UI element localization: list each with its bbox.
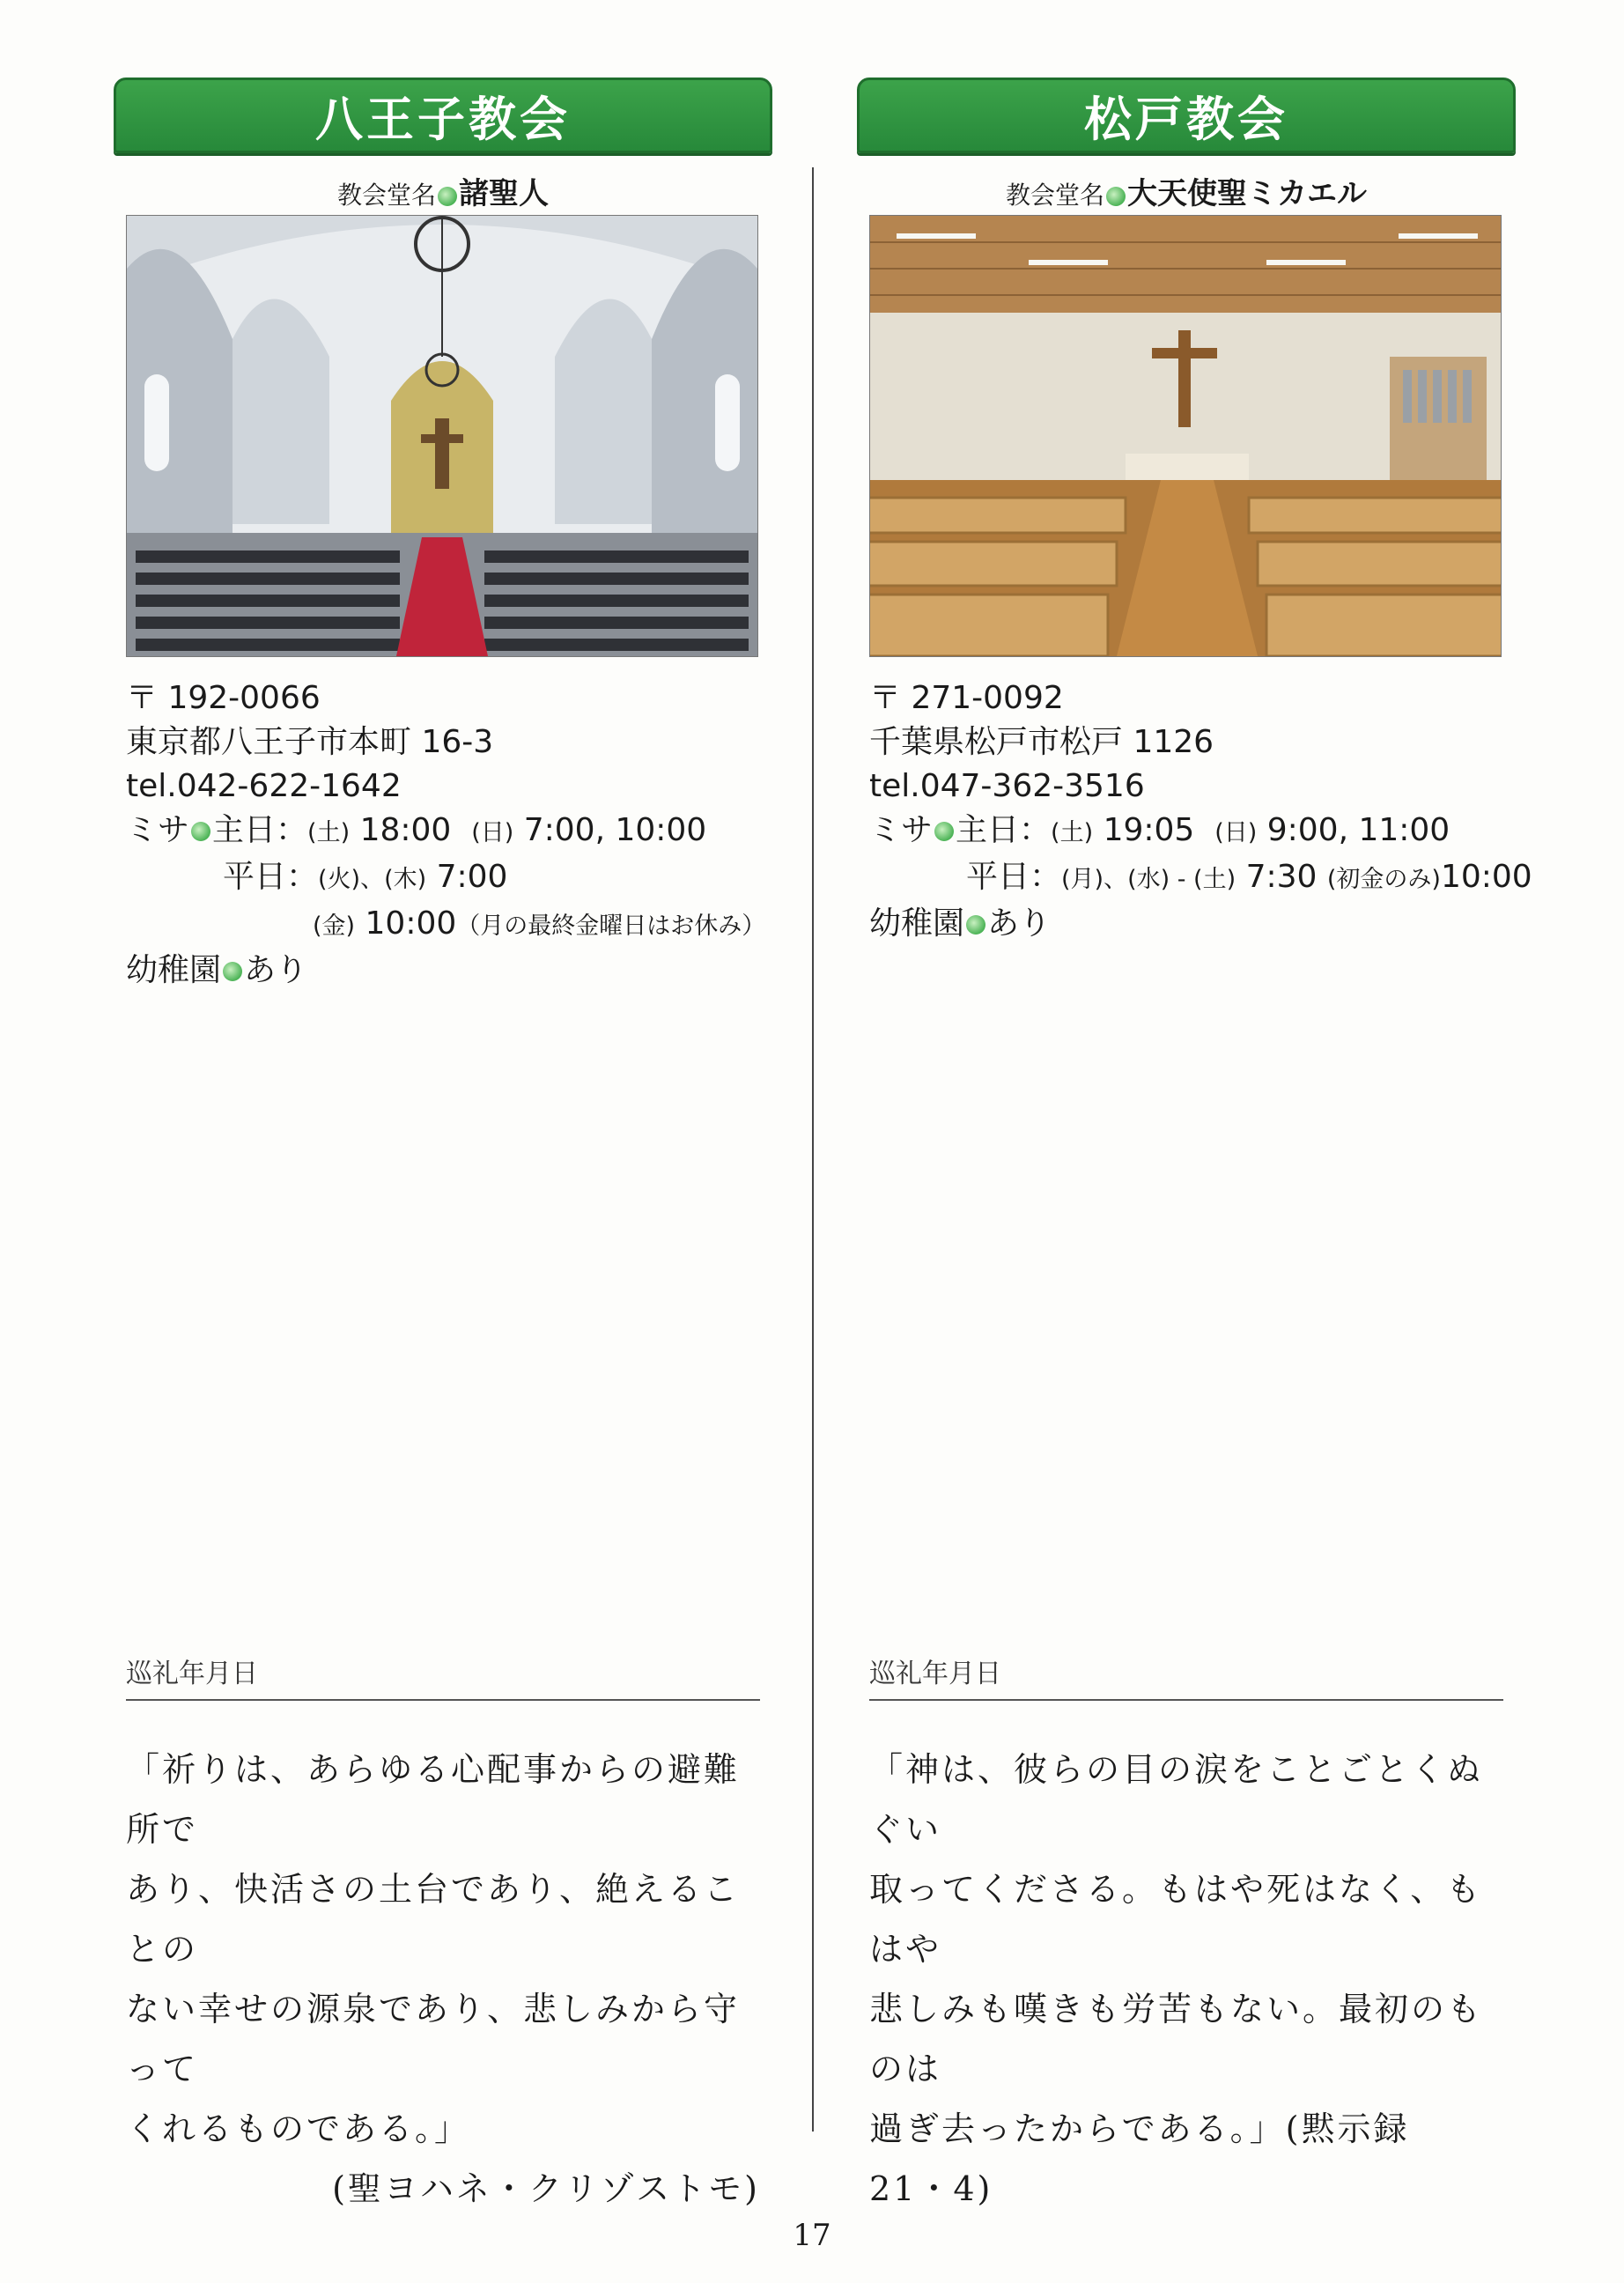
pilgrimage-date-label: 巡礼年月日 xyxy=(126,1659,258,1689)
saturday-time: 19:05 xyxy=(1103,812,1195,848)
church-name-line xyxy=(126,169,760,211)
bullet-icon xyxy=(191,822,210,841)
mass-sunday xyxy=(869,809,1503,855)
quote-line: くれるものである。」 xyxy=(126,2109,471,2148)
kindergarten xyxy=(126,949,760,993)
weekday-time: 7:30 xyxy=(1245,859,1318,895)
bullet-icon xyxy=(1106,187,1126,206)
pilgrimage-date-field xyxy=(869,1651,1503,1701)
weekday-label: 平日： xyxy=(223,859,319,895)
day-sunday: (日) xyxy=(1214,819,1258,846)
address: 東京都八王子市本町 16-3 xyxy=(126,724,494,760)
mass-weekday xyxy=(126,855,760,902)
church-title-banner xyxy=(857,78,1516,153)
kindergarten-label: 幼稚園 xyxy=(126,952,222,988)
church-interior-photo xyxy=(126,215,758,657)
quote-line: 取ってくださる。もはや死はなく、もはや xyxy=(869,1870,1483,1969)
saturday-time: 18:00 xyxy=(359,812,452,848)
church-name-line xyxy=(869,169,1503,211)
church-interior-photo xyxy=(869,215,1502,657)
quote-line: ない幸せの源泉であり、悲しみから守って xyxy=(126,1990,741,2088)
church-info xyxy=(126,676,766,993)
bullet-icon xyxy=(438,187,457,206)
quote-author: (聖ヨハネ・クリゾストモ) xyxy=(332,2169,760,2208)
day-sunday: (日) xyxy=(471,819,514,846)
church-name: 大天使聖ミカエル xyxy=(1127,176,1367,211)
sunday-time: 7:00, 10:00 xyxy=(523,812,707,848)
kindergarten-value: あり xyxy=(987,905,1052,942)
quote-line: 「神は、彼らの目の涙をことごとくぬぐい xyxy=(869,1750,1484,1849)
mass-label: ミサ xyxy=(869,812,934,848)
sunday-time: 9:00, 11:00 xyxy=(1266,812,1451,848)
quote-block xyxy=(869,1740,1503,2219)
kindergarten-label: 幼稚園 xyxy=(869,905,965,942)
kindergarten xyxy=(869,902,1503,946)
address: 千葉県松戸市松戸 1126 xyxy=(869,724,1214,760)
quote-line: 「祈りは、あらゆる心配事からの避難所で xyxy=(126,1750,741,1849)
weekday-note: (初金のみ) xyxy=(1326,866,1441,893)
quote-block xyxy=(126,1740,760,2219)
church-title: 八王子教会 xyxy=(315,91,571,147)
quote-line: 悲しみも嘆きも労苦もない。最初のものは xyxy=(869,1990,1484,2088)
church-name-label: 教会堂名 xyxy=(1005,181,1104,210)
postal-code: 〒 192-0066 xyxy=(126,680,321,716)
church-name: 諸聖人 xyxy=(459,176,549,211)
day-friday: (金) xyxy=(313,912,356,940)
column-divider xyxy=(812,167,814,2132)
weekday-note-time: 10:00 xyxy=(1440,859,1532,895)
mass-label: ミサ xyxy=(126,812,190,848)
bullet-icon xyxy=(934,822,954,841)
page-number: 17 xyxy=(793,2218,831,2253)
mass-weekday xyxy=(869,855,1532,902)
mass-friday xyxy=(126,902,766,949)
matsudo-interior-image xyxy=(870,216,1501,656)
bullet-icon xyxy=(966,915,985,935)
weekday-time: 7:00 xyxy=(436,859,508,895)
church-name-label: 教会堂名 xyxy=(336,181,436,210)
church-title-banner xyxy=(114,78,772,153)
friday-note: （月の最終金曜日はお休み） xyxy=(456,912,766,940)
church-info xyxy=(869,676,1532,946)
postal-code: 〒 271-0092 xyxy=(869,680,1064,716)
church-card-hachioji xyxy=(126,78,766,993)
pilgrimage-date-label: 巡礼年月日 xyxy=(869,1659,1001,1689)
weekday-days: (月)、(水) - (土) xyxy=(1061,866,1236,893)
church-title: 松戸教会 xyxy=(1084,91,1288,147)
hachioji-interior-image xyxy=(127,216,757,656)
friday-time: 10:00 xyxy=(365,905,457,942)
sunday-label: 主日： xyxy=(956,812,1052,848)
church-card-matsudo xyxy=(869,78,1532,946)
quote-line: あり、快活さの土台であり、絶えることの xyxy=(126,1870,741,1969)
weekday-label: 平日： xyxy=(966,859,1062,895)
day-saturday: (土) xyxy=(307,819,351,846)
quote-line: 過ぎ去ったからである。」(黙示録 21・4) xyxy=(869,2109,1410,2208)
bullet-icon xyxy=(223,962,242,981)
pilgrimage-date-field xyxy=(126,1651,760,1701)
telephone: tel.047-362-3516 xyxy=(869,768,1145,804)
telephone: tel.042-622-1642 xyxy=(126,768,402,804)
day-saturday: (土) xyxy=(1051,819,1094,846)
sunday-label: 主日： xyxy=(212,812,308,848)
weekday-days: (火)、(木) xyxy=(318,866,427,893)
mass-sunday xyxy=(126,809,760,855)
kindergarten-value: あり xyxy=(244,952,308,988)
